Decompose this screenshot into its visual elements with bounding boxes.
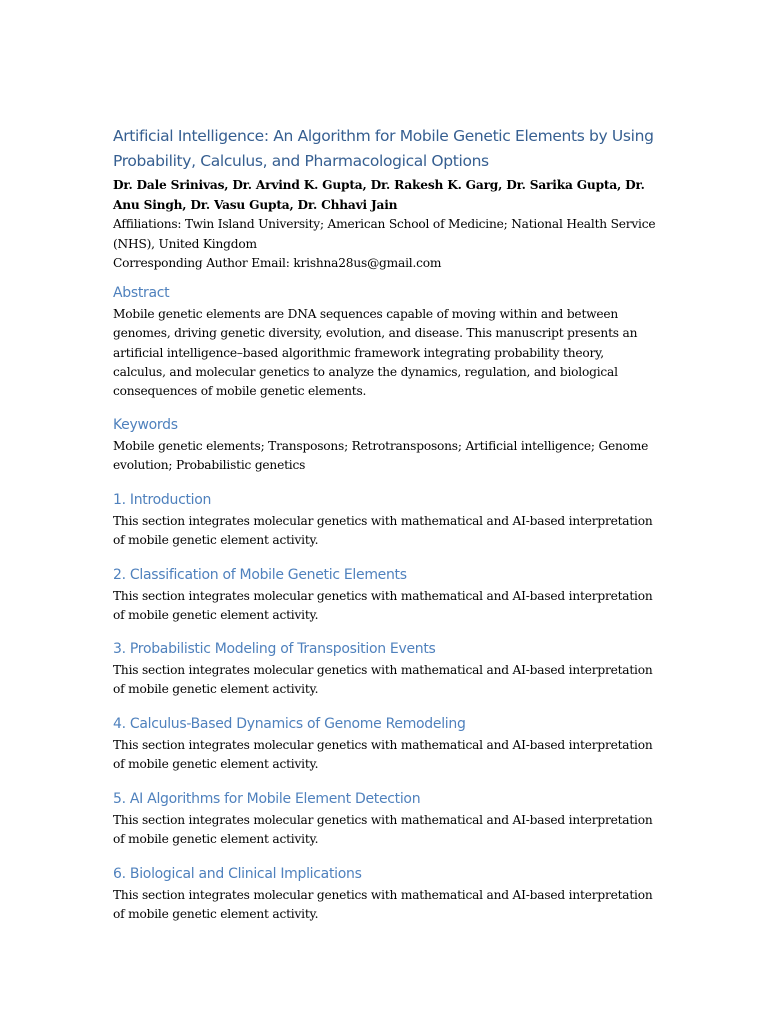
section-classification (113, 565, 658, 626)
author-list: Dr. Dale Srinivas, Dr. Arvind K. Gupta, Dr. Rakesh K. Garg, Dr. Sarika Gupta, Dr. Anu Singh, Dr. Vasu Gupta, Dr. Chhavi Jain (113, 178, 645, 212)
abstract-section (113, 283, 658, 401)
section-text: This section integrates molecular genetics with mathematical and AI-based interpretation of mobile genetic element activity. (113, 738, 653, 772)
section-probabilistic-modeling (113, 639, 658, 700)
section-heading: 2. Classification of Mobile Genetic Elements (113, 567, 407, 583)
document-title: Artificial Intelligence: An Algorithm for Mobile Genetic Elements by Using Probability, Calculus, and Pharmacological Options (113, 127, 654, 170)
keywords-heading: Keywords (113, 417, 178, 433)
section-calculus-dynamics (113, 714, 658, 775)
section-heading: 5. AI Algorithms for Mobile Element Detection (113, 791, 421, 807)
abstract-text: Mobile genetic elements are DNA sequences capable of moving within and between genomes, driving genetic diversity, evolution, and disease. This manuscript presents an artificial intelligence–based algorithmic framework integrating probability theory, calculus, and molecular genetics to analyze the dynamics, regulation, and biological consequences of mobile genetic elements. (113, 307, 638, 399)
section-text: This section integrates molecular genetics with mathematical and AI-based interpretation of mobile genetic element activity. (113, 589, 653, 623)
section-introduction (113, 490, 658, 551)
section-clinical-implications (113, 864, 658, 925)
section-heading: 1. Introduction (113, 492, 212, 508)
abstract-heading: Abstract (113, 285, 170, 301)
section-ai-algorithms (113, 789, 658, 850)
section-heading: 3. Probabilistic Modeling of Transposition Events (113, 641, 436, 657)
title-block (113, 124, 658, 274)
corresponding-email: Corresponding Author Email: krishna28us@gmail.com (113, 256, 442, 270)
affiliations: Affiliations: Twin Island University; American School of Medicine; National Health Service (NHS), United Kingdom (113, 217, 656, 251)
section-text: This section integrates molecular genetics with mathematical and AI-based interpretation of mobile genetic element activity. (113, 813, 653, 847)
section-heading: 6. Biological and Clinical Implications (113, 866, 362, 882)
keywords-text: Mobile genetic elements; Transposons; Retrotransposons; Artificial intelligence; Genome evolution; Probabilistic genetics (113, 439, 649, 473)
keywords-section (113, 415, 658, 476)
section-text: This section integrates molecular genetics with mathematical and AI-based interpretation of mobile genetic element activity. (113, 514, 653, 548)
section-text: This section integrates molecular genetics with mathematical and AI-based interpretation of mobile genetic element activity. (113, 663, 653, 697)
section-text: This section integrates molecular genetics with mathematical and AI-based interpretation of mobile genetic element activity. (113, 888, 653, 922)
section-heading: 4. Calculus-Based Dynamics of Genome Remodeling (113, 716, 466, 732)
